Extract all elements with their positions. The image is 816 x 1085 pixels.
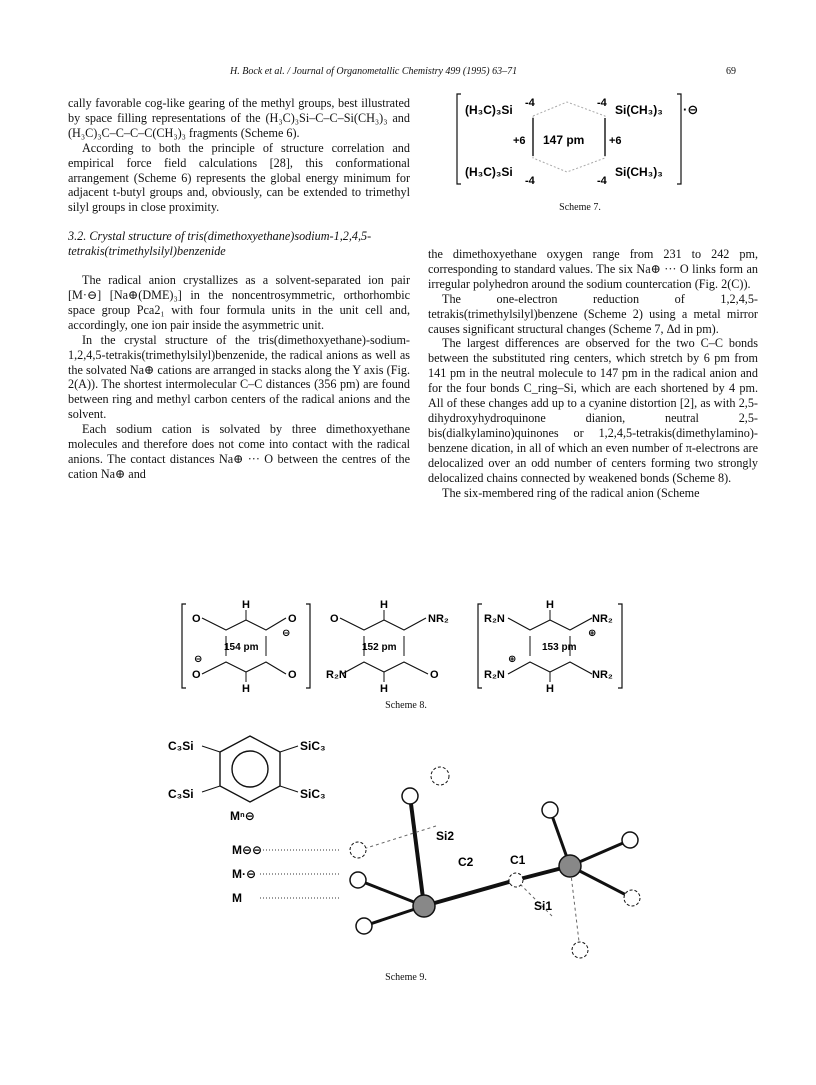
atom-label: O	[192, 669, 201, 681]
distance-label: 147 pm	[543, 133, 585, 147]
substituent-label: SiC₃	[300, 787, 326, 801]
atom-label: O	[192, 613, 201, 625]
charge-label: ⊖	[282, 628, 291, 639]
atom-label: O	[430, 669, 439, 681]
atom-label: H	[242, 599, 250, 611]
atom-label: R₂N	[326, 669, 347, 681]
scheme-7-caption: Scheme 7.	[559, 202, 601, 213]
state-label: M⊖⊖	[232, 843, 263, 857]
atom-label: O	[288, 613, 297, 625]
charge-label: Mⁿ⊖	[230, 809, 255, 823]
atom-label: NR₂	[592, 669, 613, 681]
atom-label: H	[546, 683, 554, 695]
paragraph: cally favorable cog-like gearing of the methyl groups, best illustrated by space filling representations of the (H₃C)₃Si–C–C–Si(CH₃)₃ and (H₃C)₃C–C–C–C(CH₃)₃ fragments (Scheme 6).	[68, 96, 410, 140]
delta-label: -4	[525, 175, 535, 187]
paragraph: The six-membered ring of the radical anion (Scheme	[442, 485, 700, 500]
substituent-label: C₃Si	[168, 787, 194, 801]
scheme-8-diagram	[178, 596, 638, 696]
state-label: M·⊖	[232, 867, 257, 881]
charge-label: ·⊖	[683, 102, 699, 117]
paragraph: In the crystal structure of the tris(dimethoxyethane)-sodium-1,2,4,5-tetrakis(trimethylsilyl)benzenide, the radical anions as well as the solvated Na⊕ cations are arranged in stacks along the Y axis (Fig. 2(A)). The shortest intermolecular C–C distances (356 pm) are found between ring and methyl carbon centers of the radical anions and the solvent.	[68, 332, 410, 422]
right-column	[428, 247, 758, 500]
atom-label: NR₂	[592, 613, 613, 625]
state-label: M	[232, 891, 242, 905]
atom-label: H	[380, 683, 388, 695]
atom-label: Si1	[534, 899, 553, 913]
charge-label: ⊕	[588, 628, 597, 639]
substituent-label: SiC₃	[300, 739, 326, 753]
atom-label: C2	[458, 855, 474, 869]
distance-label: 152 pm	[362, 642, 397, 653]
substituent-label: C₃Si	[168, 739, 194, 753]
charge-label: ⊕	[508, 654, 517, 665]
atom-label: R₂N	[484, 669, 505, 681]
atom-label: H	[380, 599, 388, 611]
delta-label: -4	[597, 175, 607, 187]
atom-label: C1	[510, 853, 526, 867]
atom-label: R₂N	[484, 613, 505, 625]
atom-label: O	[330, 613, 339, 625]
scheme-9-caption: Scheme 9.	[385, 972, 427, 983]
left-column	[68, 96, 410, 482]
substituent-label: (H₃C)₃Si	[465, 103, 513, 117]
journal-citation: H. Bock et al. / Journal of Organometallic Chemistry 499 (1995) 63–71	[230, 66, 518, 77]
paragraph: According to both the principle of structure correlation and empirical force field calculations [28], this conformational arrangement (Scheme 6) represents the global energy minimum for adjacent t-butyl groups and, obviously, can be extended to trimethyl silyl groups in close proximity.	[68, 140, 410, 215]
scheme-9-diagram	[150, 730, 660, 970]
substituent-label: (H₃C)₃Si	[465, 165, 513, 179]
substituent-label: Si(CH₃)₃	[615, 165, 663, 179]
substituent-label: Si(CH₃)₃	[615, 103, 663, 117]
atom-label: NR₂	[428, 613, 449, 625]
atom-label: H	[242, 683, 250, 695]
page-number: 69	[726, 66, 736, 77]
paragraph: The one-electron reduction of 1,2,4,5-tetrakis(trimethylsilyl)benzene (Scheme 2) using a metal mirror causes significant structural changes (Scheme 7, Δd in pm).	[428, 291, 758, 336]
scheme-7-diagram	[455, 88, 725, 198]
atom-label: Si2	[436, 829, 455, 843]
scheme-8-caption: Scheme 8.	[385, 700, 427, 711]
delta-label: -4	[525, 97, 535, 109]
atom-label: O	[288, 669, 297, 681]
distance-label: 153 pm	[542, 642, 577, 653]
paragraph: The largest differences are observed for the two C–C bonds between the substituted ring centers, which stretch by 6 pm from 141 pm in the neutral molecule to 147 pm in the radical anion and for the four bonds C_ring–Si, which are each shortened by 4 pm. All of these changes add up to a cyanine distortion [2], as with 2,5-dihydroxyhydroquinone dianion, neutral 2,5-bis(dialkylamino)quinones or 1,2,4,5-tetrakis(dimethylamino)-benzene dication, in all of which an even number of π-electrons are delocalized over an odd number of centers forming two strongly delocalized chains connected by weakened bonds (Scheme 8).	[428, 336, 758, 485]
delta-label: +6	[513, 135, 526, 147]
atom-label: H	[546, 599, 554, 611]
distance-label: 154 pm	[224, 642, 259, 653]
section-heading: 3.2. Crystal structure of tris(dimethoxyethane)sodium-1,2,4,5-tetrakis(trimethylsilyl)benzenide	[68, 229, 372, 259]
charge-label: ⊖	[194, 654, 203, 665]
paragraph: the dimethoxyethane oxygen range from 231 to 242 pm, corresponding to standard values. The six Na⊕ ··· O links form an irregular polyhedron around the sodium countercation (Fig. 2(C)).	[428, 247, 758, 291]
delta-label: -4	[597, 97, 607, 109]
delta-label: +6	[609, 135, 622, 147]
paragraph: The radical anion crystallizes as a solvent-separated ion pair [M·⊖] [Na⊕(DME)₃] in the noncentrosymmetric, orthorhombic space group Pca2₁ with four formula units in the unit cell and, accordingly, one ion pair inside the asymmetric unit.	[68, 273, 410, 332]
paragraph: Each sodium cation is solvated by three dimethoxyethane molecules and therefore does not come into contact with the radical anions. The contact distances Na⊕ ··· O between the centres of the cation Na⊕ and	[68, 422, 410, 481]
